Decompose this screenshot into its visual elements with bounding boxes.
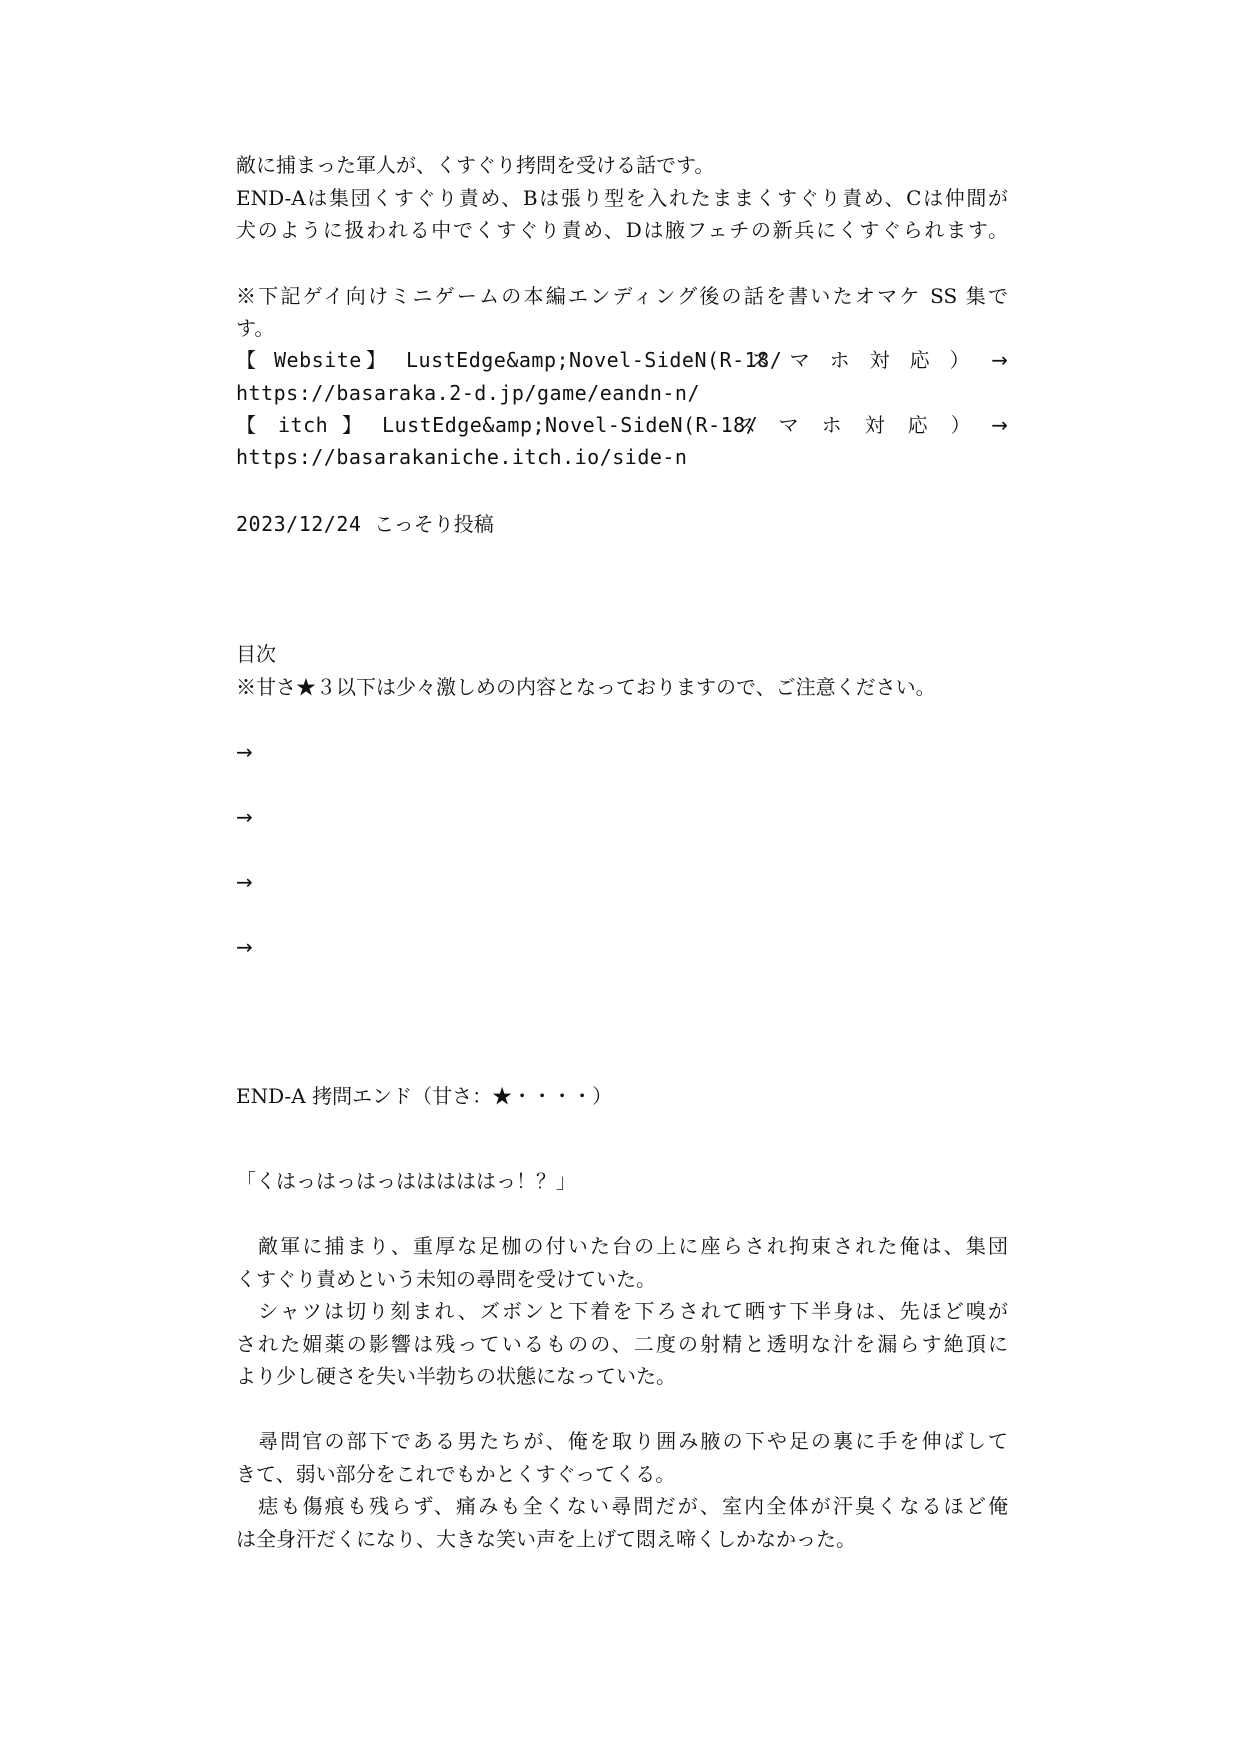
body-line: シャツは切り刻まれ、ズボンと下着を下ろされて晒す下半身は、先ほど嗅が	[236, 1299, 1008, 1323]
chapter-quote: 「くはっはっはっはははははっ！？」	[236, 1169, 576, 1193]
intro-line-1: 敵に捕まった軍人が、くすぐり拷問を受ける話です。	[236, 153, 715, 177]
body-line: 痣も傷痕も残らず、痛みも全くない尋問だが、室内全体が汗臭くなるほど俺	[236, 1494, 1008, 1518]
link-website-label[interactable]: Website	[274, 348, 362, 372]
body-line: 尋問官の部下である男たちが、俺を取り囲み腋の下や足の裏に手を伸ばして	[236, 1429, 1008, 1453]
bracket-open: 【	[236, 413, 256, 437]
posted-label: こっそり投稿	[374, 512, 494, 536]
bracket-open: 【	[236, 348, 256, 372]
toc-arrow-icon[interactable]: →	[236, 935, 253, 959]
body-line: 敵軍に捕まり、重厚な足枷の付いた台の上に座らされ拘束された俺は、集団	[236, 1234, 1008, 1258]
link-website-tail: スマホ対応）	[750, 348, 990, 372]
toc-note: ※甘さ★３以下は少々激しめの内容となっておりますので、ご注意ください。	[236, 675, 936, 699]
toc-arrow-icon[interactable]: →	[236, 870, 253, 894]
toc-heading: 目次	[236, 642, 276, 666]
bracket-close: 】	[342, 413, 362, 437]
body-line: きて、弱い部分をこれでもかとくすぐってくる。	[236, 1462, 676, 1486]
posted-line	[236, 510, 494, 538]
intro-line-3: 犬のように扱われる中でくすぐり責め、Dは腋フェチの新兵にくすぐられます。	[236, 218, 1008, 242]
link-website-url[interactable]: https://basaraka.2-d.jp/game/eandn-n/	[236, 381, 701, 405]
link-itch-tail: スマホ対応）	[736, 413, 994, 437]
link-itch-line	[236, 411, 1008, 439]
body-line: くすぐり責めという未知の尋問を受けていた。	[236, 1267, 656, 1291]
bracket-close: 】	[366, 348, 386, 372]
note-line-2: す。	[236, 316, 275, 340]
arrow-icon: →	[991, 413, 1008, 437]
body-line: は全身汗だくになり、大きな笑い声を上げて悶え啼くしかなかった。	[236, 1527, 856, 1551]
link-website-line	[236, 346, 1008, 374]
posted-date: 2023/12/24	[236, 512, 362, 536]
link-website-title: LustEdge&amp;Novel-SideN(R-18/	[406, 348, 783, 372]
intro-line-2: END-Aは集団くすぐり責め、Bは張り型を入れたままくすぐり責め、Cは仲間が	[236, 186, 1008, 210]
toc-arrow-icon[interactable]: →	[236, 805, 253, 829]
link-itch-label[interactable]: itch	[278, 413, 329, 437]
body-line: より少し硬さを失い半勃ちの状態になっていた。	[236, 1364, 676, 1388]
chapter-heading: END-A 拷問エンド（甘さ：★・・・・）	[236, 1084, 613, 1108]
toc-arrow-icon[interactable]: →	[236, 740, 253, 764]
link-itch-title: LustEdge&amp;Novel-SideN(R-18/	[382, 413, 759, 437]
body-line: された媚薬の影響は残っているものの、二度の射精と透明な汁を漏らす絶頂に	[236, 1332, 1008, 1356]
note-line-1: ※下記ゲイ向けミニゲームの本編エンディング後の話を書いたオマケ SS 集で	[236, 284, 1008, 308]
link-itch-url[interactable]: https://basarakaniche.itch.io/side-n	[236, 445, 688, 469]
arrow-icon: →	[991, 348, 1008, 372]
